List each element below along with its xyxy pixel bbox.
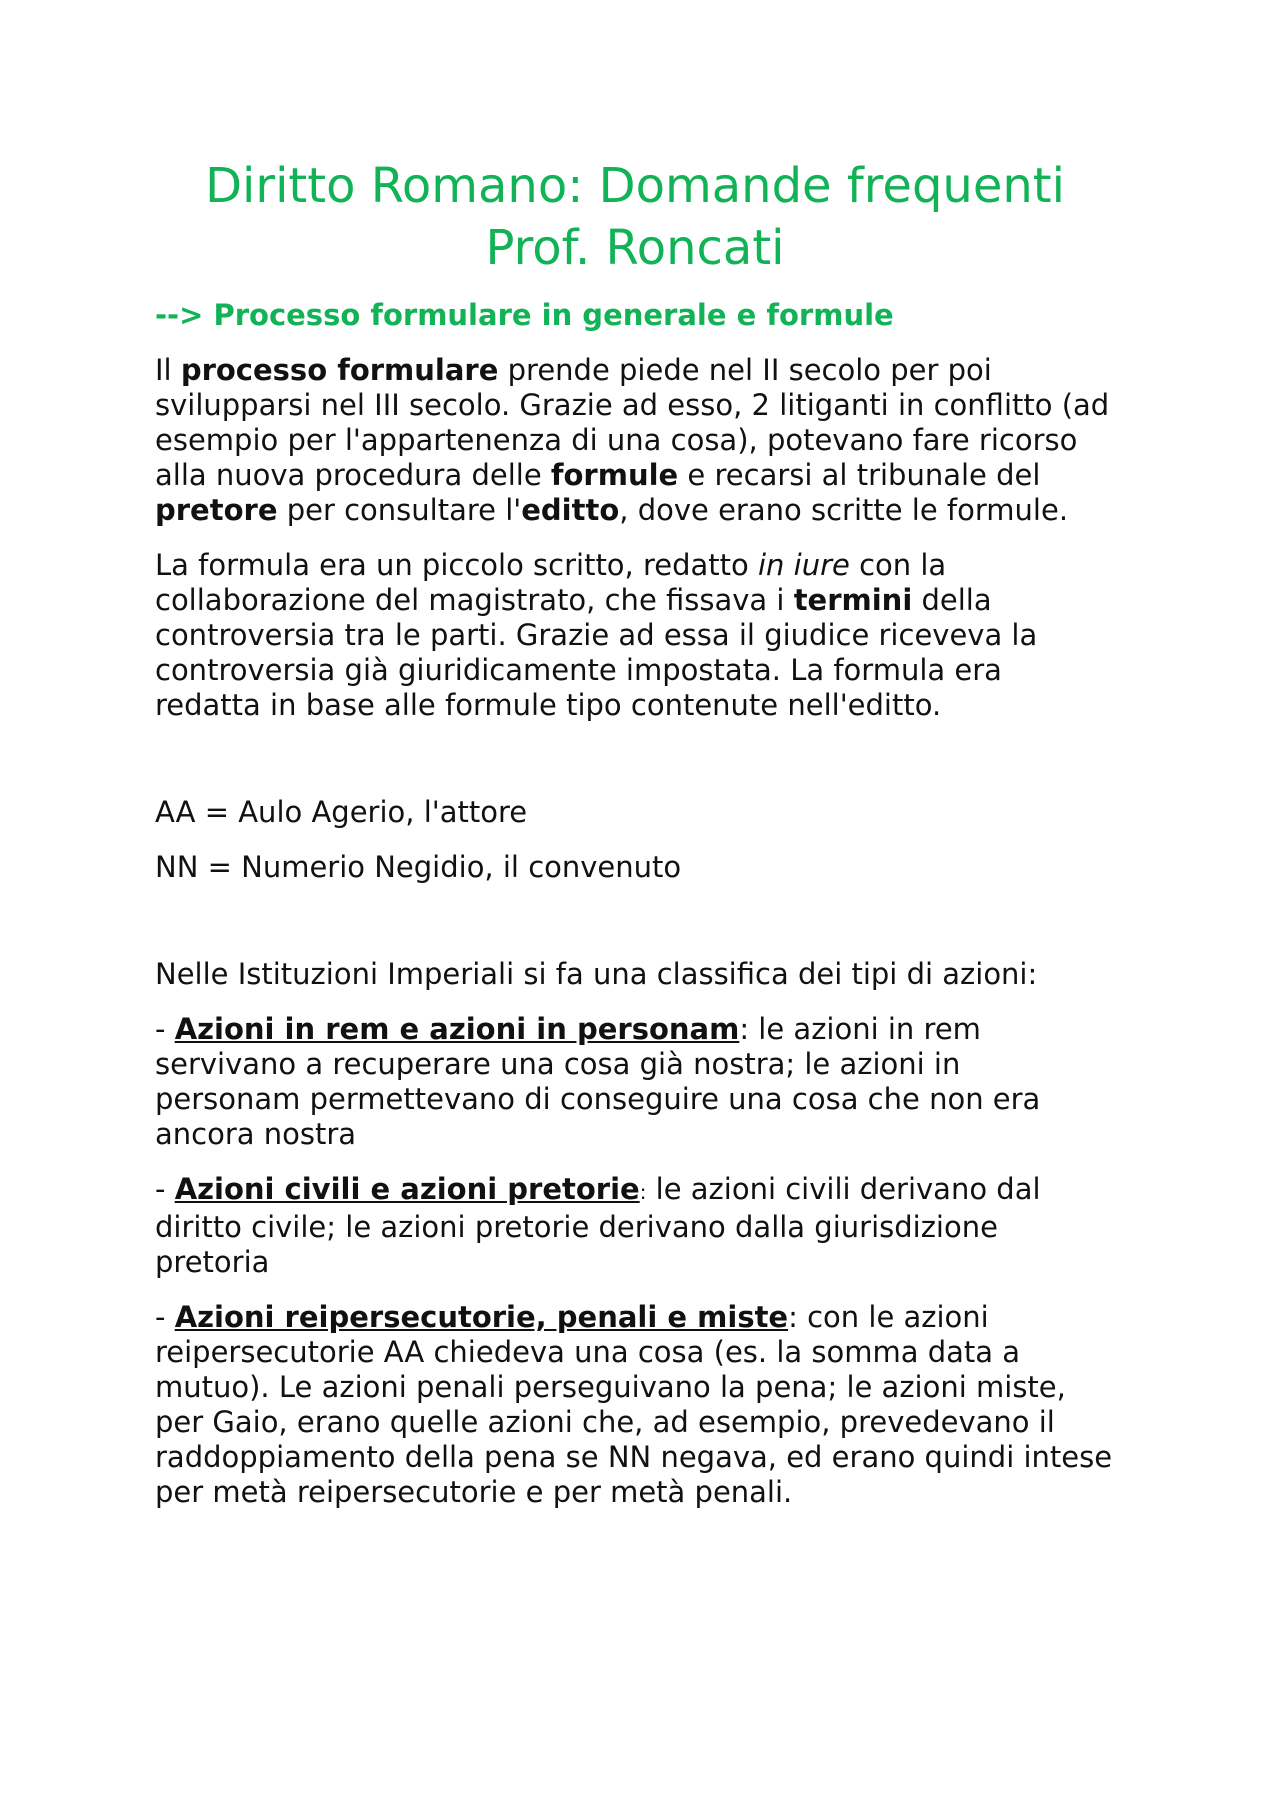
title-line-1: Diritto Romano: Domande frequenti [205,158,1065,214]
dash: - [155,1172,175,1206]
text: per consultare l' [277,493,522,527]
classification-item [155,1300,1115,1510]
text: La formula era un piccolo scritto, redatto [155,548,758,582]
bold-term: editto [521,493,620,527]
text: prende piede nel II secolo per poi svilupparsi nel III secolo. Grazie ad esso, 2 litiganti in conflitto (ad esempio per l'appartenenza di una cosa), potevano fare ricorso alla nuova procedura delle [155,353,1110,492]
section-heading: --> Processo formulare in generale e formule [155,298,894,332]
definition-aa: AA = Aulo Agerio, l'attore [155,795,528,829]
classification-item [155,1172,1115,1280]
dash: - [155,1012,175,1046]
text: della controversia tra le parti. Grazie ad essa il giudice riceveva la controversia già giuridicamente impostata. La formula era redatta in base alle formule tipo contenute nell'editto. [155,583,1038,722]
title-line-2: Prof. Roncati [485,220,785,276]
dash: - [155,1300,175,1334]
spacer [155,743,1115,795]
paragraph-formula [155,548,1115,723]
italic-term: in iure [758,548,850,582]
spacer [155,905,1115,957]
item-text: le azioni in rem servivano a recuperare una cosa già nostra; le azioni in personam permettevano di conseguire una cosa che non era ancora nostra [155,1012,1041,1151]
text: , dove erano scritte le formule. [619,493,1069,527]
text: e recarsi al tribunale del [678,458,1041,492]
document-title [155,155,1115,279]
bold-term: pretore [155,493,278,527]
item-text: con le azioni reipersecutorie AA chiedeva una cosa (es. la somma data a mutuo). Le azioni penali perseguivano la pena; le azioni miste, per Gaio, erano quelle azioni che, ad esempio, prevedevano il raddoppiamento della pena se NN negava, ed erano quindi intese per metà reipersecutorie e per metà penali. [155,1300,1113,1509]
colon: : [639,1180,647,1204]
classification-item [155,1012,1115,1152]
item-text: le azioni civili derivano dal diritto civile; le azioni pretorie derivano dalla giurisdizione pretoria [155,1172,1041,1279]
definition-nn: NN = Numerio Negidio, il convenuto [155,850,682,884]
text: Il [155,353,181,387]
underlined-term: Azioni in rem e azioni in personam [174,1012,740,1046]
document-page [155,155,1115,1530]
bold-term: processo formulare [180,353,499,387]
underlined-term: Azioni reipersecutorie, penali e miste [174,1300,789,1334]
colon: : [788,1300,798,1334]
paragraph-processo-formulare [155,353,1115,528]
bold-term: termini [793,583,913,617]
classification-intro: Nelle Istituzioni Imperiali si fa una classifica dei tipi di azioni: [155,957,1038,991]
text: con la collaborazione del magistrato, che fissava i [155,548,947,617]
bold-term: formule [550,458,679,492]
underlined-term: Azioni civili e azioni pretorie [174,1172,640,1206]
colon: : [739,1012,750,1046]
